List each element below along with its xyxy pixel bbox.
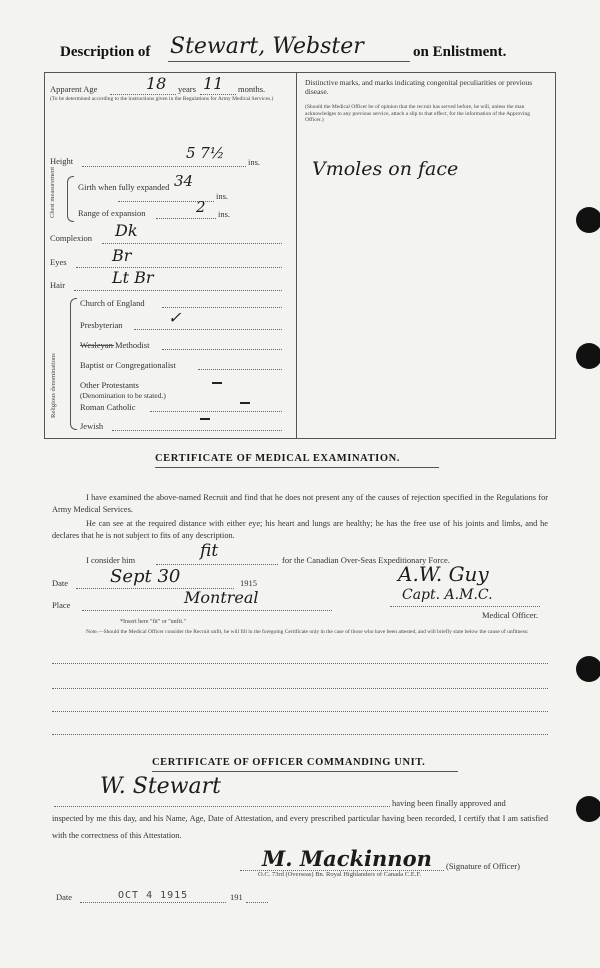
officer-date-stamp: OCT 4 1915 bbox=[118, 890, 189, 901]
complexion-label: Complexion bbox=[50, 233, 93, 243]
cause-line bbox=[52, 734, 548, 735]
religion-church-of-england: Church of England bbox=[80, 298, 145, 308]
officer-signature-label: (Signature of Officer) bbox=[446, 861, 520, 871]
religion-denomination-note: (Denomination to be stated.) bbox=[80, 391, 166, 400]
binder-hole bbox=[576, 207, 600, 233]
medical-place-value: Montreal bbox=[184, 588, 259, 607]
name-underline bbox=[168, 61, 410, 62]
pencil-dash bbox=[212, 382, 222, 384]
insert-note: *Insert here "fit" or "unfit." bbox=[120, 619, 186, 625]
chest-bracket bbox=[67, 176, 74, 222]
binder-hole bbox=[576, 656, 600, 682]
pencil-dash bbox=[240, 402, 250, 404]
consider-post: for the Canadian Over-Seas Expeditionary Force. bbox=[282, 555, 450, 565]
religion-bracket bbox=[70, 298, 77, 430]
medical-signature-sub: Capt. A.M.C. bbox=[402, 587, 493, 603]
hair-value: Lt Br bbox=[112, 268, 154, 287]
cause-line bbox=[52, 663, 548, 664]
frame-bottom bbox=[44, 438, 556, 439]
complexion-value: Dk bbox=[115, 221, 138, 240]
girth-label bbox=[78, 182, 169, 192]
range-unit: ins. bbox=[218, 209, 231, 219]
religion-jewish: Jewish bbox=[80, 421, 104, 431]
marks-note: (Should the Medical Officer be of opinion that the recruit has served before, he will, unless the man acknowledges to any previous service, attach a slip to that effect, for the information of the Approving Officer.) bbox=[305, 104, 531, 123]
range-label: Range of expansion bbox=[78, 208, 146, 218]
religion-other-protestants: Other Protestants bbox=[80, 380, 139, 390]
binder-hole bbox=[576, 796, 600, 822]
officer-text2: inspected by me this day, and his Name, Age, Date of Attestation, and every prescribed particular having been recorded, I certify that I am satisfied with the correctness of this Attestation. bbox=[52, 814, 548, 840]
medical-place-label: Place bbox=[52, 600, 71, 610]
marks-label: Distinctive marks, and marks indicating congenital peculiarities or previous disease. bbox=[305, 78, 533, 96]
religion-presbyterian-mark: ✓ bbox=[168, 308, 182, 327]
officer-signature: M. Mackinnon bbox=[262, 846, 432, 871]
medical-heading: CERTIFICATE OF MEDICAL EXAMINATION. bbox=[155, 453, 401, 464]
religion-presbyterian: Presbyterian bbox=[80, 320, 123, 330]
frame-top bbox=[44, 72, 556, 73]
officer-heading: CERTIFICATE OF OFFICER COMMANDING UNIT. bbox=[152, 757, 426, 768]
medical-officer-label: Medical Officer. bbox=[482, 610, 539, 620]
age-note: (To be determined according to the instructions given in the Regulations for Army Medical Services.) bbox=[50, 96, 274, 102]
medical-date-label: Date bbox=[52, 578, 69, 588]
header-label-post: on Enlistment. bbox=[413, 44, 507, 60]
chest-measurement-label: Chest measurement bbox=[49, 166, 56, 218]
religion-roman-catholic: Roman Catholic bbox=[80, 402, 136, 412]
pencil-dash bbox=[200, 418, 210, 420]
column-divider bbox=[296, 72, 297, 438]
girth-value: 34 bbox=[174, 172, 194, 190]
age-months-value: 11 bbox=[203, 74, 224, 93]
age-label: Apparent Age bbox=[50, 84, 98, 94]
consider-pre: I consider him bbox=[86, 555, 136, 565]
height-label: Height bbox=[50, 156, 74, 166]
religion-group-label: Religious denominations bbox=[50, 353, 57, 418]
cause-line bbox=[52, 711, 548, 712]
eyes-label: Eyes bbox=[50, 257, 67, 267]
medical-signature: A.W. Guy bbox=[398, 562, 489, 586]
age-years-value: 18 bbox=[146, 74, 167, 93]
height-unit: ins. bbox=[248, 157, 261, 167]
religion-baptist: Baptist or Congregationalist bbox=[80, 360, 176, 370]
officer-name-value: W. Stewart bbox=[100, 774, 221, 799]
wesleyan-strike bbox=[80, 345, 114, 346]
age-months-label: months. bbox=[238, 84, 266, 94]
officer-unit: O.C. 73rd (Overseas) Bn. Royal Highlanders of Canada C.E.F. bbox=[258, 871, 422, 878]
religion-wesleyan: Wesleyan Methodist bbox=[80, 340, 150, 350]
recruit-name: Stewart, Webster bbox=[170, 34, 364, 59]
medical-note: Note.—Should the Medical Officer consider the Recruit unfit, he will fill in the foregoing Certificate only in the case of those who have been attested, and will briefly state below the cause of unfitness: bbox=[86, 629, 529, 635]
frame-left bbox=[44, 72, 45, 438]
medical-date-value: Sept 30 bbox=[110, 566, 181, 587]
binder-hole bbox=[576, 343, 600, 369]
cause-line bbox=[52, 688, 548, 689]
medical-para2: He can see at the required distance with either eye; his heart and lungs are healthy; he has the free use of his joints and limbs, and he declares that he is not subject to fits of any description. bbox=[52, 519, 548, 540]
eyes-value: Br bbox=[112, 246, 132, 265]
girth-unit: ins. bbox=[216, 191, 229, 201]
girth-label-text: Girth when fully expanded bbox=[78, 182, 170, 192]
header-label-pre: Description of bbox=[60, 44, 151, 60]
range-value: 2 bbox=[196, 198, 206, 216]
consider-value: fit bbox=[200, 541, 219, 561]
frame-right bbox=[555, 72, 556, 438]
officer-date-label: Date bbox=[56, 892, 73, 902]
hair-label: Hair bbox=[50, 280, 66, 290]
officer-year: 191 bbox=[230, 892, 243, 902]
medical-para1: I have examined the above-named Recruit and find that he does not present any of the causes of rejection specified in the Regulations for Army Medical Services. bbox=[52, 493, 548, 514]
officer-text1: having been finally approved and bbox=[392, 798, 506, 808]
height-value: 5 7½ bbox=[186, 144, 225, 162]
medical-year: 1915 bbox=[240, 578, 257, 588]
age-years-label: years bbox=[178, 84, 196, 94]
marks-value: Vmoles on face bbox=[312, 158, 459, 180]
